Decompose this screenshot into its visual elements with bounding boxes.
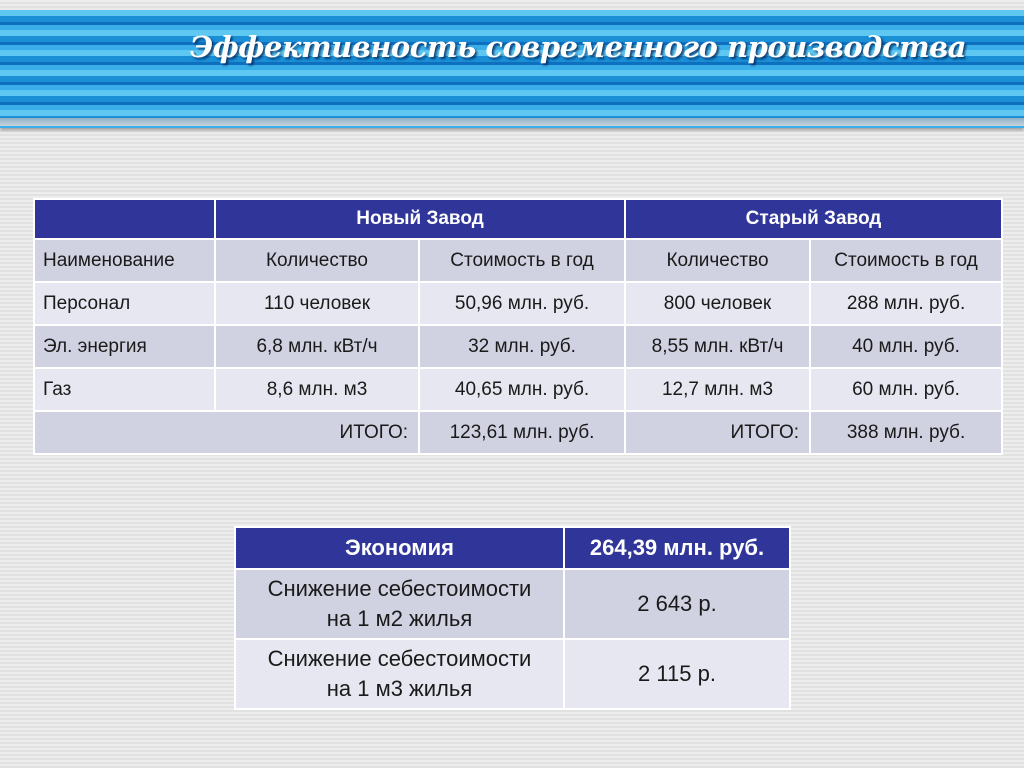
cost-reduction-m2-value: 2 643 р.: [564, 569, 790, 639]
table-row: [34, 282, 1002, 325]
label-line: Снижение себестоимости: [267, 576, 532, 601]
group-header-row: [34, 199, 1002, 239]
group-header-new-plant: Новый Завод: [215, 199, 625, 239]
column-header-old-cost: Стоимость в год: [810, 239, 1002, 282]
row-name: Персонал: [34, 282, 215, 325]
cost-reduction-m3-label: [235, 639, 564, 709]
old-cost-cell: 60 млн. руб.: [810, 368, 1002, 411]
new-cost-cell: 40,65 млн. руб.: [419, 368, 625, 411]
totals-row: [34, 411, 1002, 454]
cost-reduction-m2-label: [235, 569, 564, 639]
old-total-label: ИТОГО:: [625, 411, 810, 454]
column-header-new-quantity: Количество: [215, 239, 419, 282]
table-row: [34, 325, 1002, 368]
corner-cell: [34, 199, 215, 239]
savings-header-row: [235, 527, 790, 569]
column-header-name: Наименование: [34, 239, 215, 282]
cost-reduction-m3-value: 2 115 р.: [564, 639, 790, 709]
label-line: на 1 м2 жилья: [326, 606, 473, 631]
new-quantity-cell: 110 человек: [215, 282, 419, 325]
column-header-new-cost: Стоимость в год: [419, 239, 625, 282]
label-line: Снижение себестоимости: [267, 646, 532, 671]
new-total-value: 123,61 млн. руб.: [419, 411, 625, 454]
comparison-table: [33, 198, 1003, 455]
column-header-row: [34, 239, 1002, 282]
table-row: [235, 569, 790, 639]
savings-table: [234, 526, 791, 710]
group-header-old-plant: Старый Завод: [625, 199, 1002, 239]
new-cost-cell: 32 млн. руб.: [419, 325, 625, 368]
page-title: Эффективность современного производства: [190, 30, 967, 64]
new-quantity-cell: 8,6 млн. м3: [215, 368, 419, 411]
savings-header-label: Экономия: [235, 527, 564, 569]
label-line: на 1 м3 жилья: [326, 676, 473, 701]
column-header-old-quantity: Количество: [625, 239, 810, 282]
banner-bottom-edge: [0, 118, 1024, 126]
table-row: [34, 368, 1002, 411]
table-row: [235, 639, 790, 709]
row-name: Эл. энергия: [34, 325, 215, 368]
new-cost-cell: 50,96 млн. руб.: [419, 282, 625, 325]
old-cost-cell: 40 млн. руб.: [810, 325, 1002, 368]
new-total-label: ИТОГО:: [34, 411, 419, 454]
old-quantity-cell: 800 человек: [625, 282, 810, 325]
row-name: Газ: [34, 368, 215, 411]
savings-header-value: 264,39 млн. руб.: [564, 527, 790, 569]
old-cost-cell: 288 млн. руб.: [810, 282, 1002, 325]
new-quantity-cell: 6,8 млн. кВт/ч: [215, 325, 419, 368]
old-total-value: 388 млн. руб.: [810, 411, 1002, 454]
old-quantity-cell: 12,7 млн. м3: [625, 368, 810, 411]
old-quantity-cell: 8,55 млн. кВт/ч: [625, 325, 810, 368]
